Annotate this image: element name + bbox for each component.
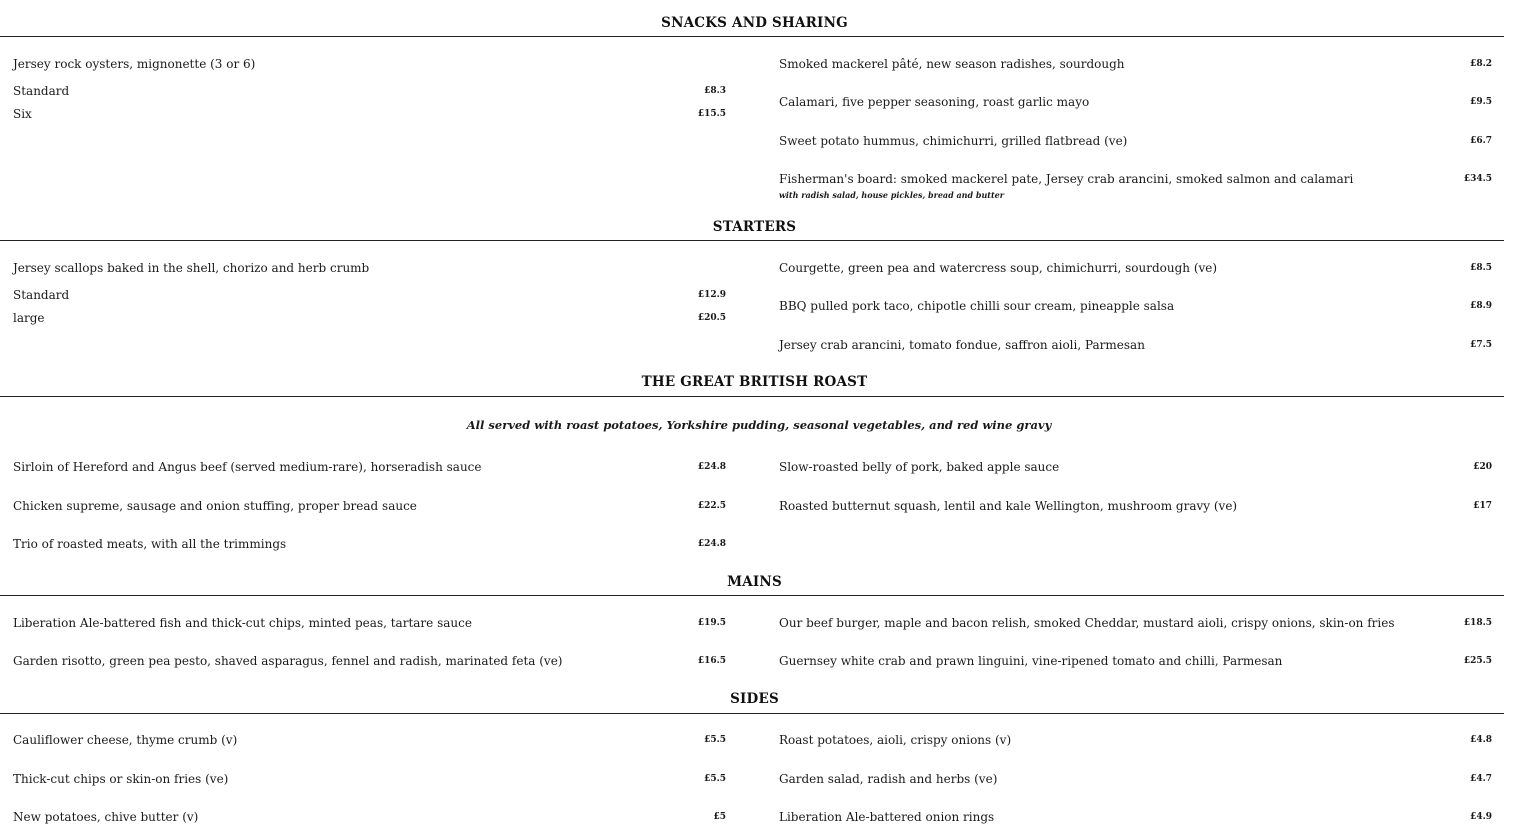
menu-item-price: £5.5 [704,774,726,784]
menu-item-name: Our beef burger, maple and bacon relish, smoked Cheddar, mustard aioli, crispy onions, skin-on fries [779,616,1395,630]
menu-item-name: New potatoes, chive butter (v) [13,810,199,824]
menu-item-note: with radish salad, house pickles, bread and butter [779,190,1004,200]
menu-item-price: £4.7 [1470,774,1492,784]
menu-item-name: Calamari, five pepper seasoning, roast garlic mayo [779,95,1090,109]
menu-item-name: Jersey crab arancini, tomato fondue, saffron aioli, Parmesan [779,338,1145,352]
section-subtitle: All served with roast potatoes, Yorkshire pudding, seasonal vegetables, and red wine gravy [466,418,1052,432]
menu-item-price: £5.5 [704,735,726,745]
menu-item-name: Roast potatoes, aioli, crispy onions (v) [779,733,1012,747]
menu-item-price: £24.8 [697,539,726,549]
menu-item-name: Guernsey white crab and prawn linguini, vine-ripened tomato and chilli, Parmesan [779,654,1283,668]
menu-item-price: £22.5 [697,501,726,511]
menu-item-price: £20.5 [697,313,726,323]
menu-item-name: Liberation Ale-battered fish and thick-cut chips, minted peas, tartare sauce [13,616,472,630]
section-divider [0,396,1504,397]
menu-item-name: Sweet potato hummus, chimichurri, grilled flatbread (ve) [779,134,1128,148]
menu-item-price: £8.2 [1470,59,1492,69]
menu-option-label: large [13,311,45,325]
menu-item-name: Roasted butternut squash, lentil and kale Wellington, mushroom gravy (ve) [779,499,1238,513]
section-divider [0,713,1504,714]
menu-item-name: Sirloin of Hereford and Angus beef (served medium-rare), horseradish sauce [13,460,482,474]
menu-item-name: Courgette, green pea and watercress soup, chimichurri, sourdough (ve) [779,261,1218,275]
section-title-starters: STARTERS [712,219,797,235]
menu-item-price: £4.8 [1470,735,1492,745]
menu-item-price: £12.9 [697,290,726,300]
menu-item-price: £5 [713,812,726,822]
menu-item-name: Slow-roasted belly of pork, baked apple sauce [779,460,1060,474]
menu-item-name: Fisherman's board: smoked mackerel pate, Jersey crab arancini, smoked salmon and calamari [779,172,1354,186]
menu-item-price: £6.7 [1470,136,1492,146]
section-divider [0,595,1504,596]
menu-item-name: Garden risotto, green pea pesto, shaved asparagus, fennel and radish, marinated feta (ve) [13,654,563,668]
section-title-sides: SIDES [730,691,779,707]
menu-item-name: Cauliflower cheese, thyme crumb (v) [13,733,238,747]
section-divider [0,36,1504,37]
menu-item-price: £34.5 [1463,174,1492,184]
section-divider [0,240,1504,241]
menu-item-name: Jersey rock oysters, mignonette (3 or 6) [13,57,256,71]
menu-option-label: Six [13,107,32,121]
section-title-snacks: SNACKS AND SHARING [661,15,848,31]
menu-item-price: £16.5 [697,656,726,666]
section-title-roast: THE GREAT BRITISH ROAST [641,374,868,390]
menu-item-name: Liberation Ale-battered onion rings [779,810,995,824]
menu-item-price: £17 [1473,501,1492,511]
menu-item-price: £4.9 [1470,812,1492,822]
menu-item-name: Garden salad, radish and herbs (ve) [779,772,998,786]
menu-item-price: £9.5 [1470,97,1492,107]
menu-item-name: Smoked mackerel pâté, new season radishes, sourdough [779,57,1125,71]
menu-item-price: £8.3 [704,86,726,96]
menu-option-label: Standard [13,288,70,302]
menu-item-price: £19.5 [697,618,726,628]
menu-option-label: Standard [13,84,70,98]
menu-item-name: Chicken supreme, sausage and onion stuffing, proper bread sauce [13,499,417,513]
menu-item-price: £15.5 [697,109,726,119]
menu-item-price: £20 [1473,462,1492,472]
menu-item-name: Jersey scallops baked in the shell, chorizo and herb crumb [13,261,370,275]
menu-item-price: £18.5 [1463,618,1492,628]
menu-item-name: Trio of roasted meats, with all the trimmings [13,537,287,551]
menu-item-price: £7.5 [1470,340,1492,350]
menu-item-price: £25.5 [1463,656,1492,666]
menu-item-price: £24.8 [697,462,726,472]
menu-item-name: Thick-cut chips or skin-on fries (ve) [13,772,229,786]
menu-item-name: BBQ pulled pork taco, chipotle chilli sour cream, pineapple salsa [779,299,1175,313]
section-title-mains: MAINS [727,574,782,590]
menu-item-price: £8.9 [1470,301,1492,311]
menu-item-price: £8.5 [1470,263,1492,273]
